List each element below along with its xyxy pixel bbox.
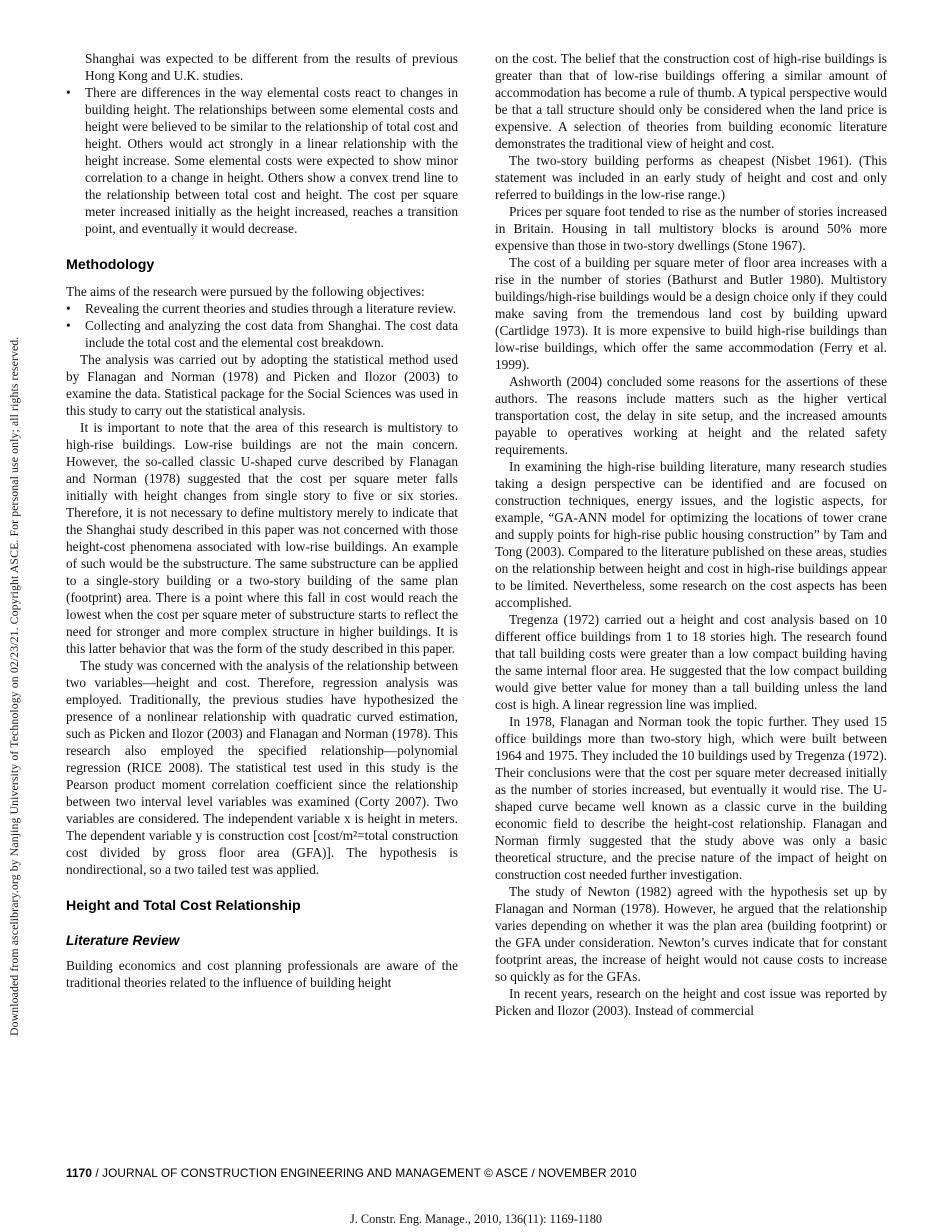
bullet-continuation-text: Shanghai was expected to be different from the results of previous Hong Kong and U.K. studies. bbox=[85, 51, 458, 83]
left-column bbox=[66, 50, 458, 1019]
paragraph-tregenza: Tregenza (1972) carried out a height and cost analysis based on 10 different office buildings from 1 to 18 stories high. The research found that tall building costs were greater than a low compact building having the same internal floor area. He suggested that the low compact building would give better value for money than a tall building unless the land cost is high. A linear regression line was implied. bbox=[495, 612, 887, 712]
bullet-text: There are differences in the way elemental costs react to changes in building height. The relationships between some elemental costs and height were believed to be similar to the relationship of total cost and height. Others would act strongly in a linear relationship with the height increase. Some elemental costs were expected to show minor correlation to a change in height. Others show a convex trend line to the relationship between total cost and height. The cost per square meter increased initially as the height increased, reaches a transition point, and eventually it would decrease. bbox=[85, 85, 458, 236]
citation-line: J. Constr. Eng. Manage., 2010, 136(11): 1169-1180 bbox=[349, 1212, 603, 1226]
journal-footer-text: / JOURNAL OF CONSTRUCTION ENGINEERING AND MANAGEMENT © ASCE / NOVEMBER 2010 bbox=[92, 1166, 637, 1180]
paragraph-newton: The study of Newton (1982) agreed with the hypothesis set up by Flanagan and Norman (1978). However, he argued that the relationship varies depending on whether it was the plan area (building footprint) or the GFA under consideration. Newton’s curves indicate that for constant footprint areas, the increase of height would not cause costs to increase so quickly as for the GFAs. bbox=[495, 884, 887, 984]
paragraph-flanagan-norman: In 1978, Flanagan and Norman took the topic further. They used 15 office buildings more than two-story high, which were built between 1964 and 1975. They included the 10 buildings used by Tregenza (1972). Their conclusions were that the cost per square meter decreased initially as the number of stories increased, but eventually it would rise. The U-shaped curve became well known as a classic curve in the building economic field to describe the height-cost relationship. Flanagan and Norman firmly suggested that the study above was only a basic theoretical structure, and the precise nature of the impact of height on construction cost needed further investigation. bbox=[495, 714, 887, 882]
bullet-text: Revealing the current theories and studies through a literature review. bbox=[85, 301, 457, 316]
bullet-item bbox=[66, 300, 458, 317]
paragraph-on-the-cost: on the cost. The belief that the construction cost of high-rise buildings is greater than that of low-rise buildings offering a similar amount of accommodation has become a rule of thumb. A typical perspective would be that a tall structure should only be considered when the land price is expensive. A selection of theories from building economic literature demonstrates the traditional view of height and cost. bbox=[495, 51, 887, 151]
bullet-marker-icon: • bbox=[66, 318, 71, 333]
paragraph-stone: Prices per square foot tended to rise as the number of stories increased in Britain. Housing in tall multistory blocks is around 50% more expensive than those in two-story dwellings (Stone 1967). bbox=[495, 204, 887, 253]
section-heading-height-total-cost: Height and Total Cost Relationship bbox=[66, 898, 301, 914]
right-column bbox=[495, 50, 887, 1019]
paragraph-research-scope: It is important to note that the area of this research is multistory to high-rise buildings. Low-rise buildings are not the main concern. However, the so-called classic U-shaped curve described by Flanagan and Norman (1978) suggested that the cost per square meter falls initially with height changes from single story to five or six stories. Therefore, it is not necessary to define multistory merely to indicate that the Shanghai study described in this paper was not concerned with those height-cost phenomena associated with low-rise buildings. An example of such would be the substructure. The same substructure can be applied to a single-story building or a two-story building of the same plan (footprint) area. There is a point where this fall in cost would reach the lowest when the cost per square meter of substructure starts to reflect the need for stronger and more complex structure in higher buildings. It is this latter behavior that was the form of the study described in this paper. bbox=[66, 420, 458, 656]
two-column-content bbox=[66, 50, 887, 1019]
paragraph-analysis-method: The analysis was carried out by adopting the statistical method used by Flanagan and Norman (1978) and Picken and Ilozor (2003) to examine the data. Statistical package for the Social Sciences was used in this study to carry out the statistical analysis. bbox=[66, 352, 458, 418]
bullet-text: Collecting and analyzing the cost data from Shanghai. The cost data include the total cost and the elemental cost breakdown. bbox=[85, 318, 458, 350]
paragraph-building-economics: Building economics and cost planning professionals are aware of the traditional theories related to the influence of building height bbox=[66, 958, 458, 990]
paragraph-aims: The aims of the research were pursued by the following objectives: bbox=[66, 284, 425, 299]
sidebar-copyright-text: Downloaded from ascelibrary.org by Nanjing University of Technology on 02/23/21. Copyright ASCE. For personal use only; all rights reserved. bbox=[7, 336, 21, 1036]
subsection-heading-literature-review: Literature Review bbox=[66, 933, 180, 948]
paragraph-recent-years: In recent years, research on the height and cost issue was reported by Picken and Ilozor (2003). Instead of commercial bbox=[495, 986, 887, 1018]
bullet-marker-icon: • bbox=[66, 85, 71, 100]
footer bbox=[66, 1166, 887, 1180]
paragraph-regression-approach: The study was concerned with the analysis of the relationship between two variables—height and cost. Therefore, regression analysis was employed. Traditionally, the previous studies have hypothesized the presence of a nonlinear relationship with quadratic curved estimation, such as Picken and Ilozor (2003) and Flanagan and Norman (1978). This research also employed the specified relationship—polynomial regression (RICE 2008). The statistical test used in this study is the Pearson product moment correlation coefficient since the relationship between two interval level variables was examined (Corty 2007). Two variables are considered. The independent variable x is height in meters. The dependent variable y is construction cost [cost/m²=total construction cost divided by gross floor area (GFA)]. The hypothesis is nondirectional, so a two tailed test was applied. bbox=[66, 658, 458, 877]
paragraph-ga-ann: In examining the high-rise building literature, many research studies taking a design perspective can be identified and are focused on construction techniques, energy issues, and the logistic aspects, for example, “GA-ANN model for optimizing the locations of tower crane and supply points for high-rise public housing construction” by Tam and Tong (2003). Compared to the literature published on these areas, studies on the relationship between height and cost in high-rise buildings appear to be limited. Nevertheless, some research on the cost aspects has been accomplished. bbox=[495, 459, 887, 610]
bullet-item bbox=[66, 84, 458, 237]
section-heading-methodology: Methodology bbox=[66, 257, 155, 273]
paragraph-bathurst-butler: The cost of a building per square meter of floor area increases with a rise in the number of stories (Bathurst and Butler 1980). Multistory buildings/high-rise buildings would be a design choice only if they could make saving from the tremendous land cost by building upward (Cartlidge 1973). It is more expensive to build high-rise buildings than low-rise buildings, which offer the same accommodation (Ferry et al. 1999). bbox=[495, 255, 887, 372]
bullet-marker-icon: • bbox=[66, 301, 71, 316]
paragraph-nisbet: The two-story building performs as cheapest (Nisbet 1961). (This statement was included in an early study of height and cost and only referred to buildings in the low-rise range.) bbox=[495, 153, 887, 202]
paragraph-ashworth: Ashworth (2004) concluded some reasons for the assertions of these authors. The reasons include matters such as the higher vertical transportation cost, the delay in site setup, and the increased amounts payable to operatives working at height and the related safety requirements. bbox=[495, 374, 887, 457]
page-number: 1170 bbox=[66, 1166, 92, 1180]
bullet-item bbox=[66, 317, 458, 351]
